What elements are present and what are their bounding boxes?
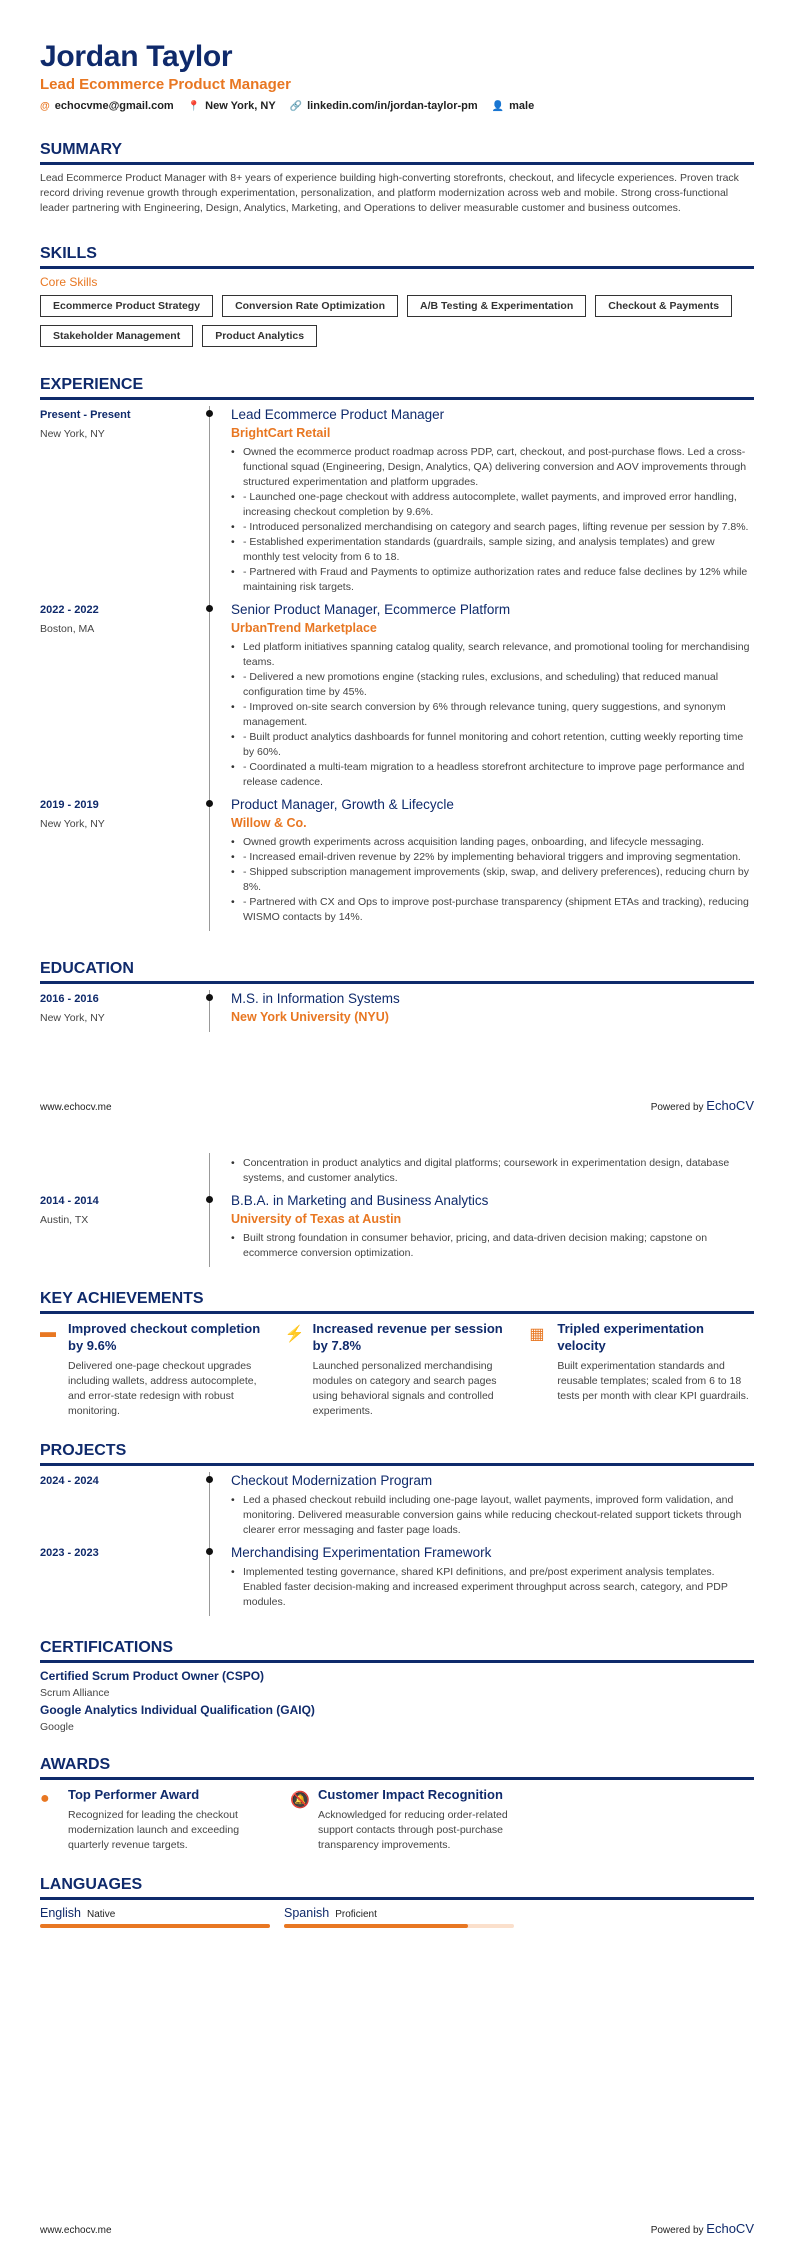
achievement-title: Increased revenue per session by 7.8%	[312, 1321, 503, 1353]
divider	[40, 1311, 754, 1314]
divider	[40, 1660, 754, 1663]
bullet: • Led a phased checkout rebuild including one-page layout, wallet payments, improved form validation, and monitoring. Delivered measurable conversion gains while reducing checkout-related support tickets through clearer error messaging and faster page loads.	[231, 1493, 754, 1538]
bullet-list	[231, 1156, 754, 1186]
award-desc: Acknowledged for reducing order-related support contacts through post-purchase transparency improvements.	[318, 1809, 508, 1851]
section-title: SUMMARY	[40, 141, 123, 158]
timeline-dot	[206, 1196, 213, 1203]
page-footer	[40, 1098, 754, 1113]
skill-chip: Product Analytics	[202, 325, 317, 347]
achievement-item	[529, 1320, 754, 1419]
contact-gender: 👤 male	[491, 100, 535, 112]
skill-chip: A/B Testing & Experimentation	[407, 295, 586, 317]
achievement-title: Tripled experimentation velocity	[557, 1321, 704, 1353]
speech-bubble-icon: ●	[40, 1790, 50, 1807]
entry-role: Senior Product Manager, Ecommerce Platform	[231, 602, 511, 617]
timeline-line	[209, 1472, 210, 1544]
skill-chip: Stakeholder Management	[40, 325, 193, 347]
entry-date: Present - Present	[40, 409, 131, 421]
skill-chip: Checkout & Payments	[595, 295, 732, 317]
award-title: Customer Impact Recognition	[318, 1787, 503, 1802]
entry-date: 2016 - 2016	[40, 993, 99, 1005]
page-footer	[40, 2221, 754, 2236]
award-title: Top Performer Award	[68, 1787, 200, 1802]
link-icon: 🔗	[289, 100, 303, 112]
bullet-list	[231, 1231, 754, 1261]
page-2	[0, 1123, 794, 2246]
timeline-dot	[206, 800, 213, 807]
summary-section	[40, 140, 754, 216]
bullet: • - Introduced personalized merchandising on category and search pages, lifting revenue per session by 7.8%.	[231, 520, 754, 535]
entry-org: BrightCart Retail	[231, 426, 331, 440]
education-section	[40, 959, 754, 1032]
footer-powered: Powered by EchoCV	[650, 1098, 754, 1113]
divider	[40, 1897, 754, 1900]
location-icon: 📍	[187, 100, 201, 112]
entry-school: New York University (NYU)	[231, 1010, 389, 1024]
timeline-line	[209, 1544, 210, 1616]
calendar-chart-icon: ▦	[529, 1326, 545, 1343]
person-icon: 👤	[491, 100, 505, 112]
cert-name: Certified Scrum Product Owner (CSPO)	[40, 1669, 265, 1683]
skills-section	[40, 244, 754, 347]
experience-entry	[40, 796, 754, 931]
divider	[40, 397, 754, 400]
footer-site-link[interactable]: www.echocv.me	[40, 1102, 112, 1113]
entry-school: University of Texas at Austin	[231, 1212, 402, 1226]
bullet-list	[231, 640, 754, 790]
bell-slash-icon: 🔕	[290, 1792, 310, 1809]
entry-role: Lead Ecommerce Product Manager	[231, 407, 445, 422]
proficiency-bar	[284, 1924, 514, 1928]
awards-section	[40, 1755, 754, 1853]
timeline-line	[209, 601, 210, 796]
skill-chip: Ecommerce Product Strategy	[40, 295, 213, 317]
entry-location: New York, NY	[40, 428, 105, 440]
credit-card-icon: ▬	[40, 1324, 56, 1341]
entry-org: UrbanTrend Marketplace	[231, 621, 377, 635]
bullet-list	[231, 445, 754, 595]
divider	[40, 266, 754, 269]
entry-org: Willow & Co.	[231, 816, 307, 830]
skill-group-label: Core Skills	[40, 275, 98, 289]
timeline-line	[209, 1192, 210, 1267]
experience-entry	[40, 406, 754, 601]
contact-location: 📍 New York, NY	[187, 100, 276, 112]
bullet: • Built strong foundation in consumer behavior, pricing, and data-driven decision making; capstone on ecommerce conversion optimization.	[231, 1231, 754, 1261]
entry-date: 2014 - 2014	[40, 1195, 99, 1207]
achievement-title: Improved checkout completion by 9.6%	[68, 1321, 261, 1353]
bullet: • Led platform initiatives spanning catalog quality, search relevance, and promotional tooling for merchandising teams.	[231, 640, 754, 670]
contact-linkedin[interactable]: 🔗 linkedin.com/in/jordan-taylor-pm	[289, 100, 478, 112]
language-name: English	[40, 1906, 81, 1920]
timeline-dot	[206, 1476, 213, 1483]
skill-chip: Conversion Rate Optimization	[222, 295, 398, 317]
footer-brand[interactable]: EchoCV	[706, 1098, 754, 1113]
award-desc: Recognized for leading the checkout modernization launch and exceeding quarterly revenue targets.	[68, 1809, 240, 1851]
timeline-dot	[206, 605, 213, 612]
achievement-desc: Launched personalized merchandising modules on category and search pages using behavioral signals and controlled experiments.	[312, 1360, 497, 1417]
bullet: • - Partnered with Fraud and Payments to optimize authorization rates and reduce false declines by 12% while maintaining risk targets.	[231, 565, 754, 595]
achievement-desc: Built experimentation standards and reusable templates; scaled from 6 to 18 tests per month with clear KPI guardrails.	[557, 1360, 749, 1402]
skill-list	[40, 295, 754, 347]
achievements-section	[40, 1289, 754, 1419]
bullet: • - Improved on-site search conversion by 6% through relevance tuning, query suggestions, and synonym management.	[231, 700, 754, 730]
cert-issuer: Scrum Alliance	[40, 1687, 110, 1699]
achievement-item	[40, 1320, 265, 1419]
timeline-dot	[206, 994, 213, 1001]
bullet: • Implemented testing governance, shared KPI definitions, and pre/post experiment analysis templates. Enabled faster decision-making and increased experiment throughput across search, category, and PDP modules.	[231, 1565, 754, 1610]
bullet: • Owned growth experiments across acquisition landing pages, onboarding, and lifecycle messaging.	[231, 835, 754, 850]
project-name: Merchandising Experimentation Framework	[231, 1545, 492, 1560]
projects-section	[40, 1441, 754, 1616]
timeline-dot	[206, 1548, 213, 1555]
section-title: KEY ACHIEVEMENTS	[40, 1290, 204, 1307]
bullet: • - Partnered with CX and Ops to improve post-purchase transparency (shipment ETAs and tracking), reducing WISMO contacts by 14%.	[231, 895, 754, 925]
divider	[40, 1463, 754, 1466]
lightning-icon: ⚡	[284, 1326, 305, 1343]
education-entry-continued	[40, 1153, 754, 1192]
entry-date: 2024 - 2024	[40, 1475, 99, 1487]
entry-date: 2022 - 2022	[40, 604, 99, 616]
bullet: • - Delivered a new promotions engine (stacking rules, exclusions, and scheduling) that reduced manual configuration time by 45%.	[231, 670, 754, 700]
candidate-name: Jordan Taylor	[40, 40, 233, 73]
language-level: Proficient	[335, 1909, 377, 1920]
divider	[40, 1777, 754, 1780]
footer-brand[interactable]: EchoCV	[706, 2221, 754, 2236]
experience-section	[40, 375, 754, 931]
bullet-list	[231, 1493, 754, 1538]
bullet: • - Built product analytics dashboards for funnel monitoring and cohort retention, cutting weekly reporting time by 60%.	[231, 730, 754, 760]
bullet: • Owned the ecommerce product roadmap across PDP, cart, checkout, and post-purchase flows. Led a cross-functional squad (Engineering, Design, Analytics, QA) delivering conversion and AOV improvements through structured experimentation and platform upgrades.	[231, 445, 754, 490]
bullet: • - Coordinated a multi-team migration to a headless storefront architecture to improve page performance and release cadence.	[231, 760, 754, 790]
bullet: • - Shipped subscription management improvements (skip, swap, and delivery preferences), reducing churn by 8%.	[231, 865, 754, 895]
entry-location: New York, NY	[40, 818, 105, 830]
cert-issuer: Google	[40, 1721, 74, 1733]
entry-degree: B.B.A. in Marketing and Business Analytics	[231, 1193, 489, 1208]
language-item	[40, 1906, 270, 1928]
certifications-section	[40, 1638, 754, 1733]
bullet-list	[231, 1565, 754, 1610]
timeline-dot	[206, 410, 213, 417]
entry-location: Austin, TX	[40, 1214, 89, 1226]
summary-text: Lead Ecommerce Product Manager with 8+ years of experience building high-converting storefronts, checkout, and lifecycle experiences. Proven track record driving revenue growth through experimentation, personalization, and platform modernization across web and mobile. Strong cross-functional leader partnering with Engineering, Design, Analytics, Marketing, and Operations to deliver measurable customer and business outcomes.	[40, 172, 739, 214]
languages-section	[40, 1875, 754, 1928]
section-title: SKILLS	[40, 245, 97, 262]
proficiency-bar	[40, 1924, 270, 1928]
entry-degree: M.S. in Information Systems	[231, 991, 400, 1006]
section-title: EXPERIENCE	[40, 376, 144, 393]
project-entry	[40, 1544, 754, 1616]
timeline-line	[209, 406, 210, 601]
footer-site-link[interactable]: www.echocv.me	[40, 2225, 112, 2236]
divider	[40, 162, 754, 165]
divider	[40, 981, 754, 984]
achievement-item	[285, 1320, 510, 1419]
entry-role: Product Manager, Growth & Lifecycle	[231, 797, 454, 812]
entry-date: 2023 - 2023	[40, 1547, 99, 1559]
entry-location: Boston, MA	[40, 623, 95, 635]
entry-location: New York, NY	[40, 1012, 105, 1024]
project-name: Checkout Modernization Program	[231, 1473, 433, 1488]
footer-powered: Powered by EchoCV	[650, 2221, 754, 2236]
bullet-list	[231, 835, 754, 925]
bullet: • Concentration in product analytics and digital platforms; coursework in experimentation design, database systems, and customer analytics.	[231, 1156, 754, 1186]
bullet: • - Established experimentation standards (guardrails, sample sizing, and analysis templates) and grew monthly test velocity from 6 to 18.	[231, 535, 754, 565]
at-icon: @	[40, 100, 50, 112]
education-entry	[40, 1192, 754, 1267]
section-title: LANGUAGES	[40, 1876, 143, 1893]
bullet: • - Launched one-page checkout with address autocomplete, wallet payments, and improved error handling, increasing checkout completion by 9.6%.	[231, 490, 754, 520]
award-item	[40, 1786, 270, 1853]
language-level: Native	[87, 1909, 116, 1920]
section-title: PROJECTS	[40, 1442, 127, 1459]
project-entry	[40, 1472, 754, 1544]
candidate-title: Lead Ecommerce Product Manager	[40, 76, 291, 93]
education-entry	[40, 990, 754, 1032]
entry-date: 2019 - 2019	[40, 799, 99, 811]
contact-list	[40, 100, 754, 112]
language-name: Spanish	[284, 1906, 330, 1920]
experience-entry	[40, 601, 754, 796]
section-title: AWARDS	[40, 1756, 111, 1773]
section-title: CERTIFICATIONS	[40, 1639, 174, 1656]
award-item	[290, 1786, 520, 1853]
contact-email[interactable]: @ echocvme@gmail.com	[40, 100, 174, 112]
timeline-line	[209, 1153, 210, 1192]
language-item	[284, 1906, 514, 1928]
bullet: • - Increased email-driven revenue by 22% by implementing behavioral triggers and improving segmentation.	[231, 850, 754, 865]
timeline-line	[209, 796, 210, 931]
timeline-line	[209, 990, 210, 1032]
section-title: EDUCATION	[40, 960, 134, 977]
achievement-desc: Delivered one-page checkout upgrades including wallets, address autocomplete, and error-state redesign with robust monitoring.	[68, 1360, 257, 1417]
cert-name: Google Analytics Individual Qualification (GAIQ)	[40, 1703, 315, 1717]
